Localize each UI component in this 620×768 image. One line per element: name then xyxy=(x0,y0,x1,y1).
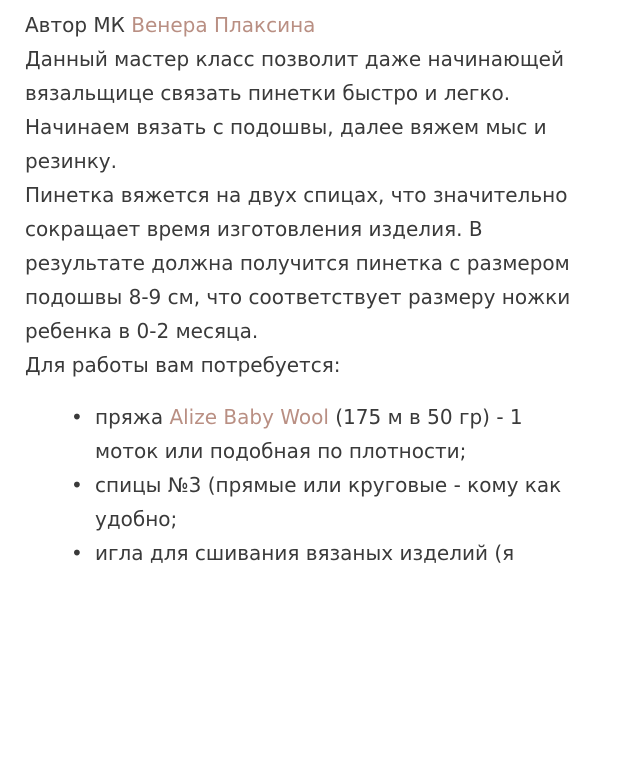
article-content xyxy=(25,0,585,570)
list-item-text: игла для сшивания вязаных изделий (я xyxy=(95,541,515,565)
list-item-text: (175 м в 50 гр) - 1 моток или подобная по плотности; xyxy=(95,405,523,463)
list-item-yarn xyxy=(71,400,585,468)
bullet-icon: • xyxy=(71,541,83,565)
description-paragraph: Пинетка вяжется на двух спицах, что значительно сокращает время изготовления изделия. В результате должна получится пинетка с размером подошвы 8-9 см, что соответствует размеру ножки ребенка в 0-2 месяца. xyxy=(25,183,571,343)
list-item-text: спицы №3 (прямые или круговые - кому как удобно; xyxy=(95,473,562,531)
materials-heading: Для работы вам потребуется: xyxy=(25,353,341,377)
author-line xyxy=(25,8,585,42)
yarn-link[interactable]: Alize Baby Wool xyxy=(169,405,329,429)
list-item-text: пряжа xyxy=(95,405,170,429)
materials-list xyxy=(25,400,585,570)
list-item-sewing-needle xyxy=(71,536,585,570)
intro-paragraph: Данный мастер класс позволит даже начинающей вязальщице связать пинетки быстро и легко. Начинаем вязать с подошвы, далее вяжем мыс и резинку. xyxy=(25,47,564,173)
author-link[interactable]: Венера Плаксина xyxy=(131,13,316,37)
author-prefix: Автор МК xyxy=(25,13,132,37)
bullet-icon: • xyxy=(71,405,83,429)
list-item-needles xyxy=(71,468,585,536)
bullet-icon: • xyxy=(71,473,83,497)
